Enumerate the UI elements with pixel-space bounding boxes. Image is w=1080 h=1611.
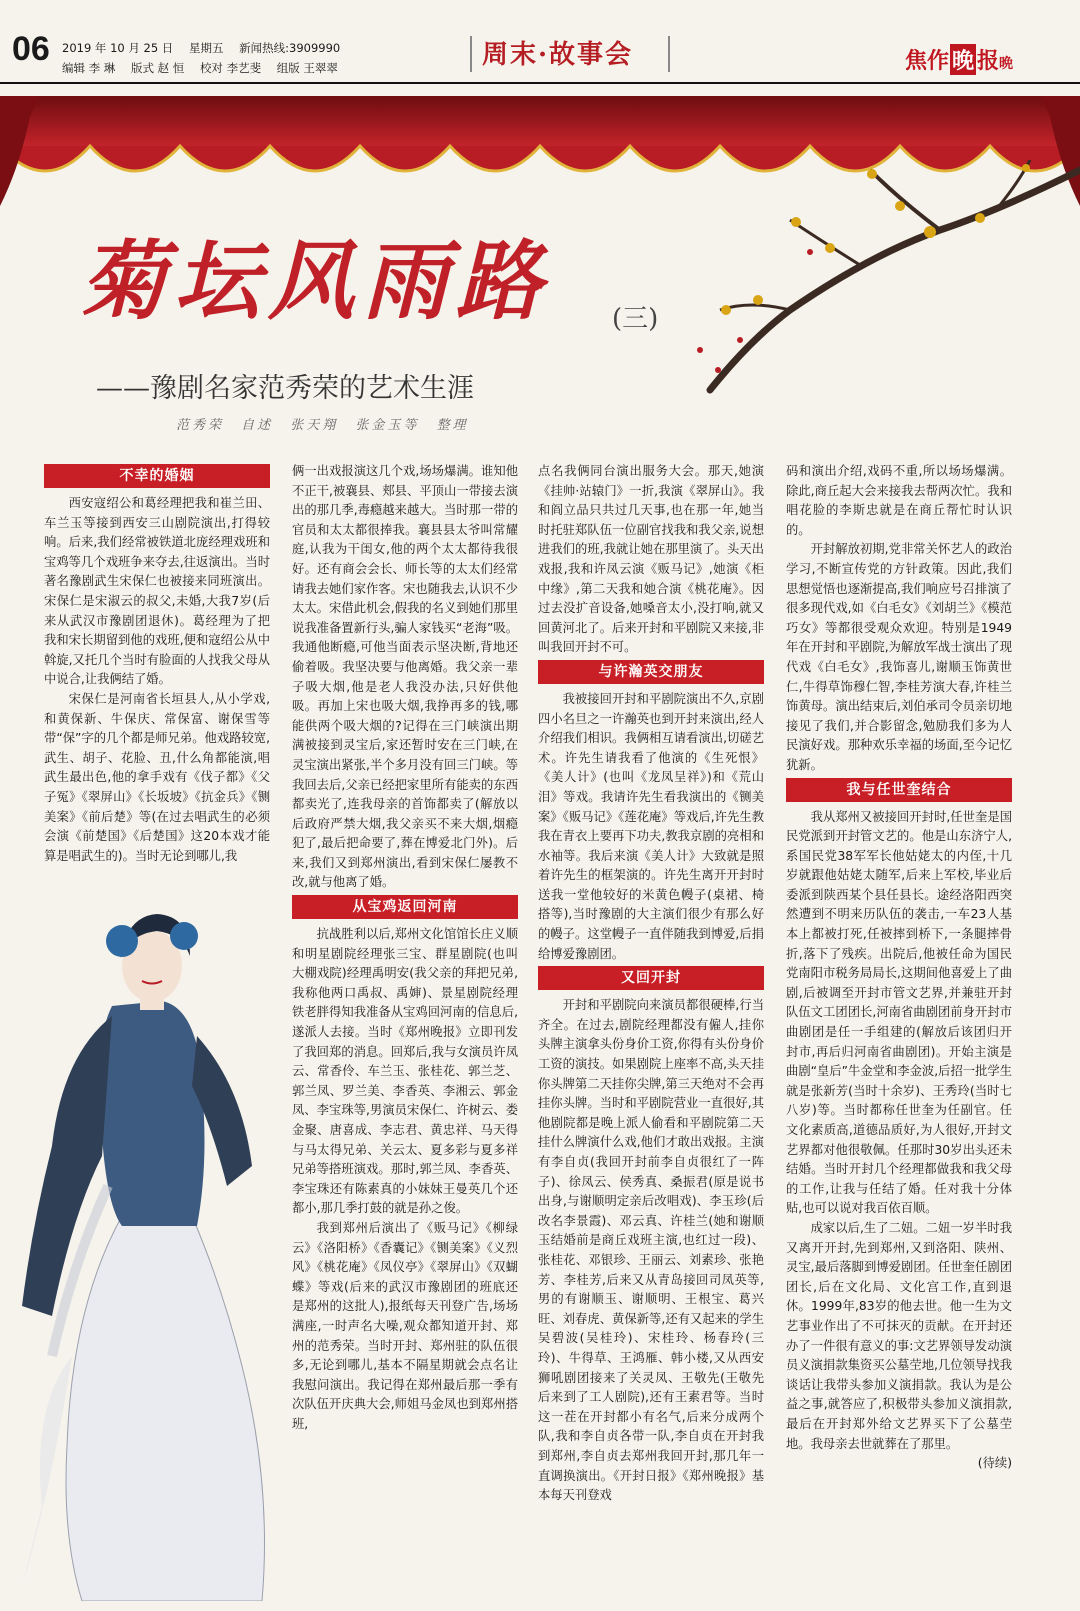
subheading-return-to-henan: 从宝鸡返回河南: [292, 895, 518, 919]
article-title: 菊坛风雨路: [80, 231, 550, 332]
masthead-credits: [62, 60, 350, 76]
paragraph: 成家以后,生了二妞。二妞一岁半时我又离开开封,先到郑州,又到洛阳、陕州、灵宝,最后落脚到博爱剧团。任世奎任剧团团长,后在文化局、文化宫工作,直到退休。1999年,83岁的他去世。他一生为文艺事业作出了不可抹灭的贡献。在开封还办了一件很有意义的事:文艺界领导发动演员义演捐款集资买公墓茔地,几位领导找我谈话让我带头参加义演捐款。我认为是公益之事,就答应了,积极带头参加义演捐款,最后在开封郑外给文艺界买下了公墓茔地。我母亲去世就葬在了那里。: [786, 1220, 1012, 1451]
page-header: [0, 0, 1080, 84]
news-hotline: 新闻热线:3909990: [239, 41, 341, 55]
paragraph: 码和演出介绍,戏码不重,所以场场爆满。除此,商丘起大会来接我去帮两次忙。我和唱花脸的李斯忠就是在商丘帮忙时认识的。: [786, 464, 1012, 537]
proofreader-credit: 校对 李艺斐: [199, 61, 262, 75]
article-column-3: [538, 462, 764, 1560]
paragraph: 开封和平剧院向来演员都很硬棒,行当齐全。在过去,剧院经理都没有僱人,挂你头牌主演拿头份身价工资,你得有头份身价工资的演技。如果剧院上座率不高,头天挂你头牌第二天挂你尖牌,第三天绝对不会再挂你头牌。当时和平剧院营业一直很好,其他剧院都是晚上派人偷看和平剧院第二天挂什么牌演什么戏,他们才敢出戏报。主演有李自贞(我回开封前李自贞很红了一阵子)、徐凤云、侯秀真、桑振君(原是说书出身,与谢顺明定亲后改唱戏)、李玉珍(后改名李景霞)、邓云真、许桂兰(她和谢顺玉结婚前是商丘戏班主演,也红过一段)、张桂花、邓银珍、王丽云、刘素珍、张艳芳、李桂芳,后来又从青岛接回司凤英等,男的有谢顺玉、谢顺明、王根宝、葛兴旺、刘春虎、黄保新等,还有又起来的学生吴碧波(吴桂玲)、宋桂玲、杨春玲(三玲)、牛得草、王鸿雁、韩小楼,又从西安狮吼剧团接来了关灵凤、王敬先(王敬先后来到了工人剧院),还有王素君等。当时这一茬在开封都小有名气,后来分成两个队,我和李自贞各带一队,李自贞在开封我到郑州,李自贞去郑州我回开封,那几年一直调换演出。《开封日报》《郑州晚报》基本每天刊登戏: [538, 998, 764, 1503]
article-subtitle: ——豫剧名家范秀荣的艺术生涯: [96, 373, 474, 404]
masthead-dateline: [62, 40, 352, 56]
subheading-back-to-kaifeng: 又回开封: [538, 966, 764, 990]
paragraph: 我从郑州又被接回开封时,任世奎是国民党派到开封管文艺的。他是山东济宁人,系国民党38军军长他姑姥太的内侄,十几岁就跟他姑姥太随军,后来上军校,毕业后委派到陕西某个县任县长。途经洛阳西突然遭到不明来历队伍的袭击,一车23人基本上都被打死,任被摔到桥下,一条腿摔骨折,落下了残疾。出院后,他被任命为国民党南阳市税务局局长,这期间他喜爱上了曲剧,后被调至开封市管文艺界,并兼驻开封队伍文工团团长,河南省曲剧团前身开封市曲剧团是任一手组建的(解放后该团归开封市,再后归河南省曲剧团)。开始主演是曲剧“皇后”牛金堂和李金波,后招一批学生就是张新芳(当时十余岁)、王秀玲(当时七八岁)等。当时都称任世奎为任副官。任文化素质高,道德品质好,为人很好,开封文艺界都对他很敬佩。任那时30岁出头还未结婚。当时开封几个经理都做我和我父母的工作,让我与任结了婚。任对我十分体贴,也可以说对我百依百顺。: [786, 809, 1012, 1216]
article-column-4: [786, 462, 1012, 1560]
subheading-friendship-xu-hanying: 与许瀚英交朋友: [538, 660, 764, 684]
section-title: 周末·故事会: [482, 40, 634, 70]
paragraph: 我到郑州后演出了《贩马记》《柳绿云》《洛阳桥》《香囊记》《铡美案》《义烈风》《桃花庵》《凤仪亭》《翠屏山》《双蝴蝶》等戏(后来的武汉市豫剧团的班底还是郑州的这批人),报纸每天刊登广告,场场满座,一时声名大噪,观众都知道开封、郑州的范秀荣。当时开封、郑州驻的队伍很多,无论到哪儿,基本不隔星期就会点名让我慰问演出。我记得在郑州最后那一季有次队伍开庆典大会,师姐马金凤也到郑州搭班,: [292, 1220, 518, 1431]
article-part: (三): [612, 304, 659, 334]
section-divider-right: [668, 36, 670, 72]
article-column-1: [44, 462, 270, 882]
to-be-continued: (待续): [977, 1456, 1012, 1471]
article-byline: 范秀荣 自述 张天翔 张金玉等 整理: [176, 418, 469, 433]
paragraph: 我被接回开封和平剧院演出不久,京剧四小名旦之一许瀚英也到开封来演出,经人介绍我们相识。我俩相互请看演出,切磋艺术。许先生请我看了他演的《生死恨》《美人计》(也叫《龙凤呈祥》)和《荒山泪》等戏。我请许先生看我演出的《铡美案》《贩马记》《莲花庵》等戏后,许先生教我在青衣上要再下功夫,教我京剧的亮相和水袖等。我后来演《美人计》大致就是照着许先生的框架演的。许先生离开开封时送我一堂他较好的米黄色幔子(桌裙、椅搭等),当时豫剧的大主演们很少有那么好的幔子。这堂幔子一直伴随我到博爱,后捐给博爱豫剧团。: [538, 691, 764, 961]
plum-blossom-illustration: [640, 160, 1080, 400]
newspaper-logo: 焦作 晚 报晩: [905, 44, 1013, 75]
opera-performer-illustration: [12, 886, 280, 1601]
editor-credit: 编辑 李 琳: [62, 61, 116, 75]
page-number: 06: [12, 30, 50, 68]
section-divider-left: [470, 36, 472, 72]
paragraph: 点名我俩同台演出服务大会。那天,她演《挂帅·站辕门》一折,我演《翠屏山》。我和阎立品只共过几天事,也在那一年,她当时托驻郑队伍一位副官找我和我父亲,说想进我们的班,我就让她在那里演了。头天出戏报,我和许凤云演《贩马记》,她演《柜中缘》,第二天我和她合演《桃花庵》。因过去没扩音设备,她嗓音太小,没打响,就又回黄河北了。后来开封和平剧院又来接,非叫我回开封不可。: [538, 464, 764, 655]
paragraph: 开封解放初期,党非常关怀艺人的政治学习,不断宣传党的方针政策。因此,我们思想觉悟也逐渐提高,我们响应号召排演了很多现代戏,如《白毛女》《刘胡兰》《模范巧女》等都很受观众欢迎。特别是1949年在开封和平剧院,为解放军战士演出了现代戏《白毛女》,我饰喜儿,谢顺玉饰黄世仁,牛得草饰穆仁智,李桂芳演大春,许桂兰饰黄母。演出结束后,刘伯承司令员亲切地接见了我们,并合影留念,勉励我们多为人民演好戏。那种欢乐幸福的场面,至今记忆犹新。: [786, 542, 1012, 772]
subheading-marriage-ren-shikui: 我与任世奎结合: [786, 778, 1012, 802]
paragraph: 西安寇绍公和葛经理把我和崔兰田、车兰玉等接到西安三山剧院演出,打得较响。后来,我们经常被铁道北庞经理戏班和宝鸡等几个戏班争来夺去,往返演出。当时著名豫剧武生宋保仁也被接来同班演出。宋保仁是宋淑云的叔父,未婚,大我7岁(后来从武汉市豫剧团退休)。葛经理为了把我和宋长期留到他的戏班,便和寇绍公从中斡旋,又托几个当时有脸面的人找我父母从中说合,让我俩结了婚。: [44, 496, 270, 687]
layout-credit: 版式 赵 恒: [130, 61, 185, 75]
compositor-credit: 组版 王翠翠: [276, 61, 338, 75]
article-column-2: [292, 462, 518, 1560]
paragraph: 抗战胜利以后,郑州文化馆馆长庄义顺和明星剧院经理张三宝、群星剧院(也叫大棚戏院)经理禹明安(我父亲的拜把兄弟,我称他两口禹叔、禹婶)、景星剧院经理铁老胖得知我准备从宝鸡回河南的信息后,遂派人去接。当时《郑州晚报》立即刊发了我回郑的消息。回郑后,我与女演员许凤云、常香伶、车兰玉、张桂花、郭兰芝、郭兰凤、罗兰美、李香英、李湘云、郭金凤、李宝珠等,男演员宋保仁、许树云、娄金聚、唐喜成、李志君、黄忠祥、马天得与马太得兄弟、关云太、夏多彩与夏多祥兄弟等搭班演戏。那时,郭兰凤、李香英、李宝珠还有陈素真的小妹妹王曼英几个还都小,那几季打鼓的就是孙之俊。: [292, 927, 518, 1216]
paragraph: 俩一出戏报演这几个戏,场场爆满。谁知他不正干,被襄县、郏县、平顶山一带接去演出的那几季,毒瘾越来越大。当时那一带的官员和太太都很捧我。襄县县太爷叫常耀庭,认我为干闺女,他的两个太太都待我很好。还有商会会长、师长等的太太们经常请我去她们家作客。宋也随我去,认识不少太太。宋借此机会,假我的名义到她们那里说我准备置新行头,骗人家钱买“老海”吸。我通他断瘾,可他当面表示坚决断,背地还偷着吸。我坚决要与他离婚。我父亲一辈子吸大烟,他是老人我没办法,只好供他吸。再加上宋也吸大烟,我挣再多的钱,哪能供两个吸大烟的?记得在三门峡演出期满被接到灵宝后,家还暂时安在三门峡,在灵宝演出紧张,半个多月没有回三门峡。等我回去后,父亲已经把家里所有能卖的东西都卖光了,连我母亲的首饰都卖了(解放以后政府严禁大烟,我父亲买不来大烟,烟瘾犯了,最后把命要了,葬在博爱北门外)。后来,我们又到郑州演出,看到宋保仁屡教不改,就与他离了婚。: [292, 464, 518, 890]
subheading-unhappy-marriage: 不幸的婚姻: [44, 464, 270, 488]
paragraph: 宋保仁是河南省长垣县人,从小学戏,和黄保新、牛保庆、常保富、谢保雪等带“保”字的几个都是师兄弟。他戏路较宽,武生、胡子、花脸、丑,什么角都能演,唱武生最出色,他的拿手戏有《伐子都》《父子冤》《翠屏山》《长坂坡》《抗金兵》《铡美案》《前后楚》等(在过去唱武生的必须会演《前楚国》《后楚国》这20本戏才能算是唱武生的)。当时无论到哪儿,我: [44, 691, 270, 863]
weekday: 星期五: [188, 41, 224, 55]
issue-date: 2019 年 10 月 25 日: [62, 41, 174, 55]
